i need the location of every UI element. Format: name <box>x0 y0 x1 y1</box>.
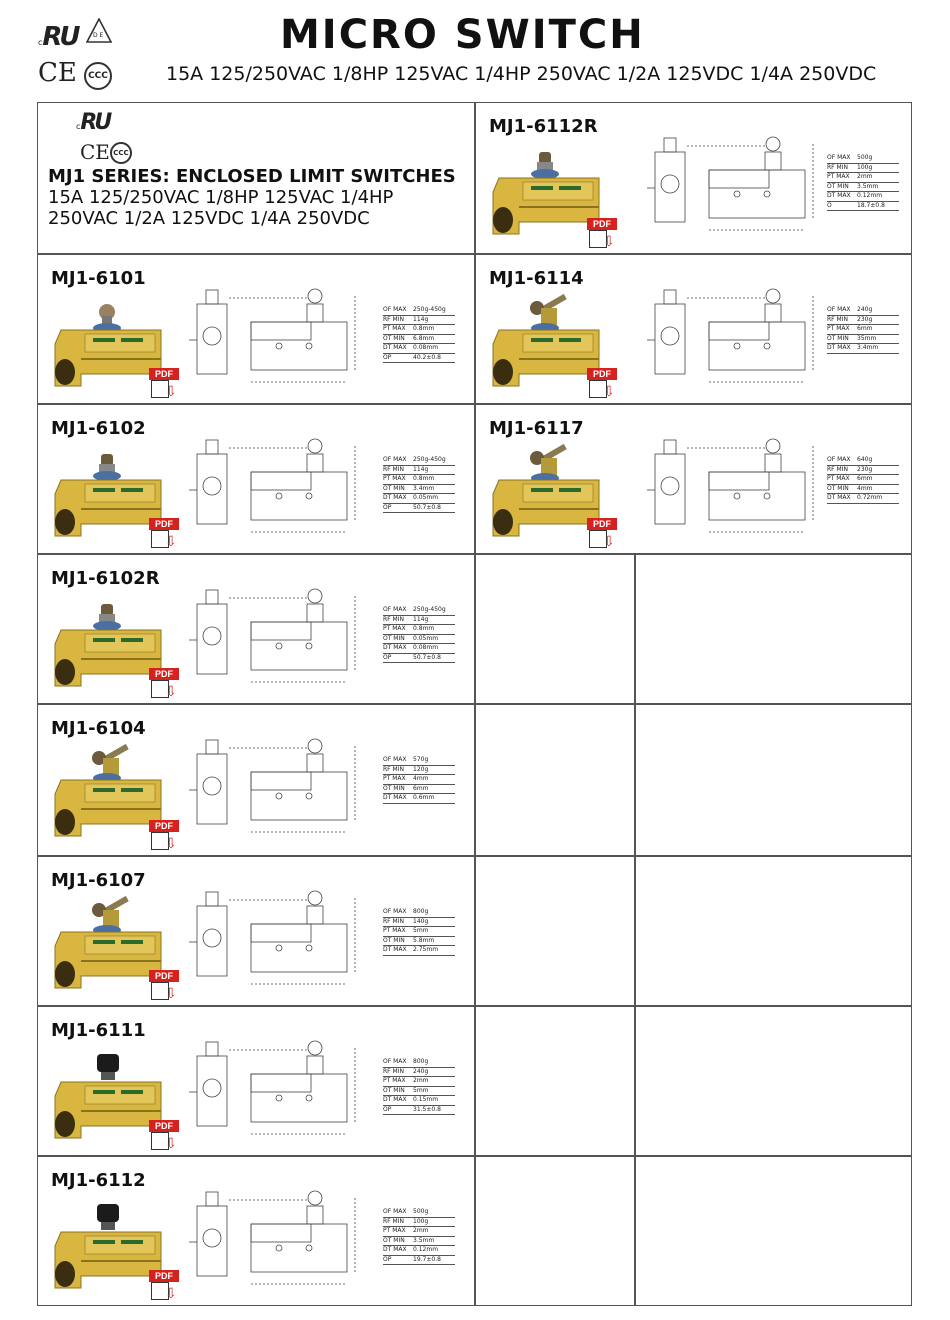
spec-value: 0.12mm <box>857 192 883 199</box>
spec-value: 3.4mm <box>413 484 435 492</box>
model-number: MJ1-6104 <box>51 718 146 739</box>
spec-row <box>383 466 455 476</box>
pdf-label: PDF <box>149 1270 179 1282</box>
pdf-label: PDF <box>149 820 179 832</box>
spec-key: OP <box>383 1105 392 1113</box>
page-title: MICRO SWITCH <box>280 12 645 58</box>
spec-table <box>383 606 455 663</box>
spec-key: PT MAX <box>383 927 406 934</box>
dimension-drawing-icon <box>189 574 369 694</box>
spec-value: 3.5mm <box>413 1236 435 1244</box>
download-arrow-icon: ⇩ <box>165 835 177 851</box>
empty-cell <box>635 704 912 856</box>
spec-row <box>383 644 455 654</box>
spec-table <box>383 756 455 804</box>
pdf-download-button[interactable] <box>149 368 179 400</box>
series-title: MJ1 SERIES: ENCLOSED LIMIT SWITCHES <box>48 166 456 187</box>
empty-cell <box>475 554 635 704</box>
spec-table <box>827 456 899 504</box>
spec-key: DT MAX <box>383 494 407 501</box>
intro-ccc-mark-text: CCC <box>110 142 132 164</box>
spec-value: 50.7±0.8 <box>413 653 441 661</box>
empty-cell <box>635 1156 912 1306</box>
spec-key: OT MIN <box>827 182 849 190</box>
model-number: MJ1-6107 <box>51 870 146 891</box>
spec-value: 2mm <box>857 173 873 180</box>
spec-row <box>383 654 455 664</box>
spec-row <box>383 1227 455 1237</box>
dimension-drawing-icon <box>189 274 369 394</box>
pdf-download-button[interactable] <box>149 1120 179 1152</box>
series-ratings-line-1: 15A 125/250VAC 1/8HP 125VAC 1/4HP <box>48 187 394 208</box>
spec-value: 140g <box>413 917 429 925</box>
empty-cell <box>475 1156 635 1306</box>
spec-key: OP <box>383 653 392 661</box>
dimension-drawing-icon <box>647 122 827 242</box>
spec-value: 570g <box>413 756 429 763</box>
model-number: MJ1-6114 <box>489 268 584 289</box>
intro-ul-letters: RU <box>80 110 110 135</box>
pdf-label: PDF <box>587 368 617 380</box>
spec-row <box>827 192 899 202</box>
spec-row <box>383 918 455 928</box>
spec-key: DT MAX <box>383 344 407 351</box>
spec-key: DT MAX <box>383 644 407 651</box>
spec-key: OF MAX <box>827 154 851 161</box>
spec-key: DT MAX <box>827 344 851 351</box>
spec-value: 0.8mm <box>413 625 435 632</box>
spec-value: 0.08mm <box>413 344 439 351</box>
spec-value: 19.7±0.8 <box>413 1255 441 1263</box>
spec-key: RF MIN <box>383 315 404 323</box>
spec-key: OT MIN <box>383 784 405 792</box>
spec-value: 230g <box>857 465 873 473</box>
spec-key: OT MIN <box>383 936 405 944</box>
spec-row <box>383 937 455 947</box>
spec-table <box>383 908 455 956</box>
dimension-drawing-icon <box>189 876 369 996</box>
spec-value: 230g <box>857 315 873 323</box>
dimension-drawing-icon <box>189 724 369 844</box>
spec-key: OT MIN <box>383 1236 405 1244</box>
spec-row <box>827 335 899 345</box>
ratings-line: 15A 125/250VAC 1/8HP 125VAC 1/4HP 250VAC 1/2A 125VDC 1/4A 250VDC <box>166 63 877 85</box>
dimension-drawing <box>189 1176 369 1301</box>
download-arrow-icon: ⇩ <box>165 533 177 549</box>
spec-key: DT MAX <box>827 192 851 199</box>
spec-row <box>383 766 455 776</box>
spec-key: OP <box>383 353 392 361</box>
spec-row <box>383 1237 455 1247</box>
spec-key: O <box>827 201 832 209</box>
dimension-drawing <box>189 1026 369 1151</box>
pdf-download-button[interactable] <box>587 518 617 550</box>
spec-value: 0.05mm <box>413 634 439 642</box>
model-number: MJ1-6117 <box>489 418 584 439</box>
ccc-mark-text: CCC <box>84 62 112 90</box>
spec-row <box>383 485 455 495</box>
spec-key: RF MIN <box>383 917 404 925</box>
spec-key: PT MAX <box>383 1227 406 1234</box>
spec-key: OF MAX <box>383 306 407 313</box>
spec-row <box>383 494 455 504</box>
model-number: MJ1-6101 <box>51 268 146 289</box>
empty-cell <box>475 1006 635 1156</box>
spec-row <box>383 1106 455 1116</box>
download-arrow-icon: ⇩ <box>165 985 177 1001</box>
spec-row <box>383 1218 455 1228</box>
spec-value: 0.6mm <box>413 794 435 801</box>
dimension-drawing <box>189 274 369 399</box>
spec-row <box>383 794 455 804</box>
spec-key: PT MAX <box>383 475 406 482</box>
spec-row <box>383 625 455 635</box>
spec-row <box>827 202 899 212</box>
download-arrow-icon: ⇩ <box>603 533 615 549</box>
spec-value: 18.7±0.8 <box>857 201 885 209</box>
spec-table <box>383 1208 455 1265</box>
spec-row <box>827 316 899 326</box>
spec-row <box>383 946 455 956</box>
spec-key: RF MIN <box>383 1067 404 1075</box>
spec-value: 0.8mm <box>413 325 435 332</box>
spec-row <box>383 635 455 645</box>
pdf-download-button[interactable] <box>149 518 179 550</box>
spec-row <box>383 1096 455 1106</box>
spec-value: 240g <box>857 306 873 313</box>
spec-key: DT MAX <box>383 1096 407 1103</box>
spec-key: RF MIN <box>827 163 848 171</box>
spec-row <box>827 306 899 316</box>
dimension-drawing-icon <box>189 424 369 544</box>
model-number: MJ1-6102 <box>51 418 146 439</box>
spec-table <box>383 1058 455 1115</box>
spec-key: OF MAX <box>383 1058 407 1065</box>
spec-value: 0.05mm <box>413 494 439 501</box>
pdf-label: PDF <box>149 1120 179 1132</box>
spec-value: 5mm <box>413 927 429 934</box>
spec-row <box>383 1077 455 1087</box>
spec-row <box>383 927 455 937</box>
pdf-label: PDF <box>149 970 179 982</box>
dimension-drawing-icon <box>189 1176 369 1296</box>
spec-key: RF MIN <box>827 315 848 323</box>
spec-value: 250g-450g <box>413 456 446 463</box>
spec-key: DT MAX <box>383 1246 407 1253</box>
spec-value: 800g <box>413 908 429 915</box>
ce-certification-mark: CE <box>38 58 77 88</box>
dimension-drawing-icon <box>647 274 827 394</box>
spec-key: OT MIN <box>827 334 849 342</box>
spec-row <box>383 785 455 795</box>
spec-value: 5.8mm <box>413 936 435 944</box>
spec-value: 35mm <box>857 334 877 342</box>
spec-row <box>383 1246 455 1256</box>
spec-value: 100g <box>857 163 873 171</box>
spec-key: OT MIN <box>383 484 405 492</box>
spec-value: 114g <box>413 465 429 473</box>
dimension-drawing-icon <box>189 1026 369 1146</box>
dimension-drawing <box>647 274 827 399</box>
spec-key: OF MAX <box>383 606 407 613</box>
spec-row <box>383 1058 455 1068</box>
spec-row <box>827 183 899 193</box>
spec-row <box>383 475 455 485</box>
spec-key: OP <box>383 1255 392 1263</box>
dimension-drawing-icon <box>647 424 827 544</box>
pdf-label: PDF <box>149 368 179 380</box>
spec-row <box>383 908 455 918</box>
spec-row <box>383 756 455 766</box>
spec-value: 2.75mm <box>413 946 439 953</box>
spec-row <box>383 606 455 616</box>
spec-value: 0.08mm <box>413 644 439 651</box>
vde-triangle-icon <box>86 18 112 44</box>
dimension-drawing <box>189 574 369 699</box>
spec-value: 240g <box>413 1067 429 1075</box>
spec-value: 50.7±0.8 <box>413 503 441 511</box>
pdf-download-button[interactable] <box>149 970 179 1002</box>
spec-value: 6mm <box>857 475 873 482</box>
series-ratings-line-2: 250VAC 1/2A 125VDC 1/4A 250VDC <box>48 208 370 229</box>
spec-key: OP <box>383 503 392 511</box>
spec-row <box>383 344 455 354</box>
intro-ccc-mark <box>110 142 132 164</box>
spec-row <box>827 494 899 504</box>
spec-row <box>383 616 455 626</box>
spec-row <box>383 335 455 345</box>
spec-value: 500g <box>413 1208 429 1215</box>
spec-row <box>383 775 455 785</box>
model-number: MJ1-6102R <box>51 568 160 589</box>
model-number: MJ1-6112R <box>489 116 598 137</box>
spec-row <box>383 306 455 316</box>
spec-key: RF MIN <box>383 1217 404 1225</box>
spec-key: PT MAX <box>383 625 406 632</box>
spec-key: PT MAX <box>827 325 850 332</box>
spec-row <box>827 466 899 476</box>
spec-row <box>383 504 455 514</box>
pdf-label: PDF <box>149 518 179 530</box>
spec-table <box>383 456 455 513</box>
spec-value: 5mm <box>413 1086 429 1094</box>
spec-row <box>383 1208 455 1218</box>
ul-certification-mark <box>38 22 78 52</box>
spec-value: 2mm <box>413 1077 429 1084</box>
spec-value: 250g-450g <box>413 606 446 613</box>
spec-value: 3.5mm <box>857 182 879 190</box>
spec-value: 114g <box>413 615 429 623</box>
spec-row <box>827 456 899 466</box>
spec-value: 4mm <box>857 484 873 492</box>
spec-value: 3.4mm <box>857 344 879 351</box>
spec-row <box>827 154 899 164</box>
spec-value: 0.12mm <box>413 1246 439 1253</box>
dimension-drawing <box>647 424 827 549</box>
spec-value: 2mm <box>413 1227 429 1234</box>
spec-key: PT MAX <box>827 173 850 180</box>
spec-key: OF MAX <box>383 908 407 915</box>
spec-key: OF MAX <box>383 1208 407 1215</box>
empty-cell <box>475 704 635 856</box>
spec-value: 4mm <box>413 775 429 782</box>
spec-value: 640g <box>857 456 873 463</box>
intro-ul-mark <box>76 110 109 135</box>
spec-row <box>383 354 455 364</box>
ul-c-letter: c <box>38 38 43 47</box>
pdf-download-button[interactable] <box>149 820 179 852</box>
pdf-label: PDF <box>587 518 617 530</box>
spec-key: OF MAX <box>827 456 851 463</box>
model-number: MJ1-6112 <box>51 1170 146 1191</box>
download-arrow-icon: ⇩ <box>165 1285 177 1301</box>
download-arrow-icon: ⇩ <box>603 233 615 249</box>
spec-value: 250g-450g <box>413 306 446 313</box>
spec-key: RF MIN <box>383 615 404 623</box>
spec-value: 114g <box>413 315 429 323</box>
spec-row <box>383 1068 455 1078</box>
empty-cell <box>475 856 635 1006</box>
spec-key: DT MAX <box>383 946 407 953</box>
spec-value: 40.2±0.8 <box>413 353 441 361</box>
spec-table <box>827 154 899 211</box>
model-number: MJ1-6111 <box>51 1020 146 1041</box>
spec-value: 0.8mm <box>413 475 435 482</box>
spec-value: 800g <box>413 1058 429 1065</box>
dimension-drawing <box>189 724 369 849</box>
spec-value: 500g <box>857 154 873 161</box>
vde-mark-text: D E <box>93 32 104 39</box>
spec-row <box>827 325 899 335</box>
spec-row <box>383 1087 455 1097</box>
spec-key: OT MIN <box>383 634 405 642</box>
spec-key: OF MAX <box>383 756 407 763</box>
spec-value: 6mm <box>413 784 429 792</box>
spec-key: OT MIN <box>383 1086 405 1094</box>
spec-row <box>383 1256 455 1266</box>
spec-key: PT MAX <box>827 475 850 482</box>
empty-cell <box>635 1006 912 1156</box>
series-description <box>48 166 456 229</box>
spec-value: 0.72mm <box>857 494 883 501</box>
dimension-drawing <box>189 876 369 1001</box>
dimension-drawing <box>189 424 369 549</box>
spec-row <box>827 164 899 174</box>
spec-value: 100g <box>413 1217 429 1225</box>
spec-key: DT MAX <box>827 494 851 501</box>
download-arrow-icon: ⇩ <box>165 383 177 399</box>
spec-value: 6mm <box>857 325 873 332</box>
spec-key: RF MIN <box>827 465 848 473</box>
pdf-label: PDF <box>587 218 617 230</box>
empty-cell <box>635 856 912 1006</box>
spec-key: OT MIN <box>383 334 405 342</box>
download-arrow-icon: ⇩ <box>603 383 615 399</box>
spec-table <box>827 306 899 354</box>
spec-key: OF MAX <box>383 456 407 463</box>
empty-cell <box>635 554 912 704</box>
spec-row <box>383 456 455 466</box>
spec-row <box>827 173 899 183</box>
spec-value: 0.15mm <box>413 1096 439 1103</box>
spec-row <box>383 325 455 335</box>
ccc-certification-mark <box>84 62 112 90</box>
spec-key: PT MAX <box>383 1077 406 1084</box>
spec-row <box>827 344 899 354</box>
ul-letters: RU <box>42 22 78 52</box>
intro-ce-mark: CE <box>80 140 110 164</box>
spec-key: OT MIN <box>827 484 849 492</box>
pdf-label: PDF <box>149 668 179 680</box>
spec-key: DT MAX <box>383 794 407 801</box>
spec-table <box>383 306 455 363</box>
spec-key: OF MAX <box>827 306 851 313</box>
spec-key: RF MIN <box>383 465 404 473</box>
pdf-download-button[interactable] <box>587 368 617 400</box>
intro-ul-c-letter: c <box>76 122 81 131</box>
pdf-download-button[interactable] <box>587 218 617 250</box>
download-arrow-icon: ⇩ <box>165 683 177 699</box>
pdf-download-button[interactable] <box>149 668 179 700</box>
dimension-drawing <box>647 122 827 247</box>
spec-row <box>383 316 455 326</box>
spec-value: 6.8mm <box>413 334 435 342</box>
spec-value: 120g <box>413 765 429 773</box>
spec-row <box>827 475 899 485</box>
spec-key: RF MIN <box>383 765 404 773</box>
pdf-download-button[interactable] <box>149 1270 179 1302</box>
spec-row <box>827 485 899 495</box>
spec-key: PT MAX <box>383 775 406 782</box>
spec-value: 31.5±0.8 <box>413 1105 441 1113</box>
spec-key: PT MAX <box>383 325 406 332</box>
download-arrow-icon: ⇩ <box>165 1135 177 1151</box>
